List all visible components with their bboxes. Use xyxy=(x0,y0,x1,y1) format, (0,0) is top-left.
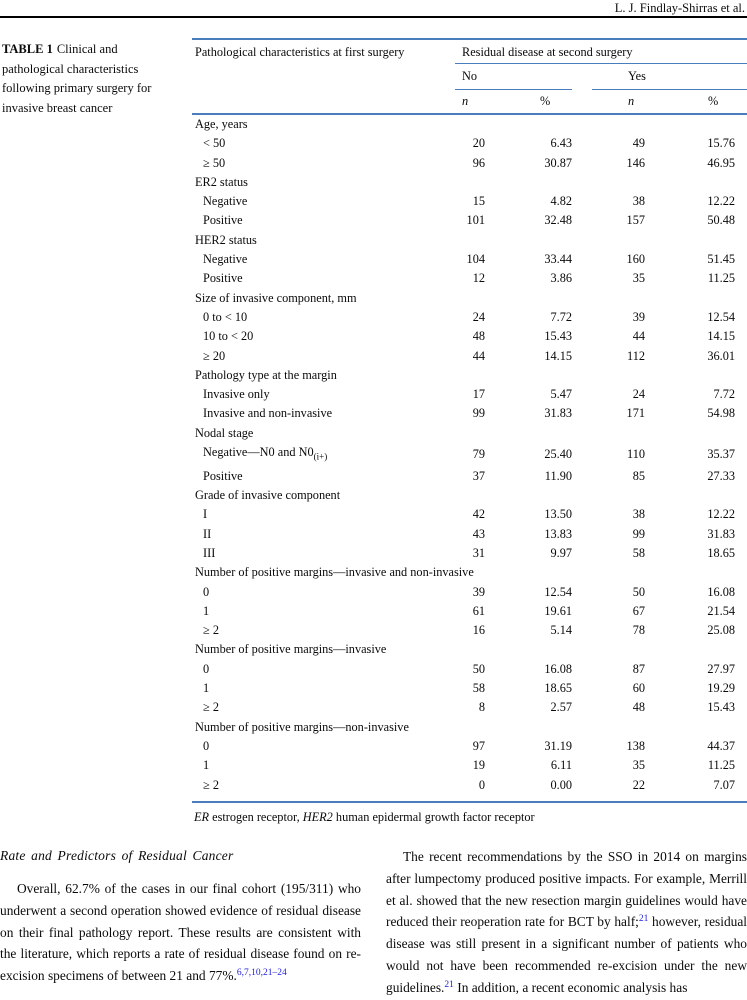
cell-value: 0 xyxy=(478,777,485,792)
table-1 xyxy=(192,38,747,825)
cell-value: 8 xyxy=(478,700,485,715)
column-spacer xyxy=(572,404,592,423)
column-spacer xyxy=(572,583,592,602)
row-label: Invasive only xyxy=(203,387,270,402)
column-spacer xyxy=(572,467,592,486)
row-label: Pathology type at the margin xyxy=(195,367,337,382)
cell-value: 19 xyxy=(472,758,485,773)
table-category-row xyxy=(192,231,747,250)
table-category-row xyxy=(192,563,747,582)
cell-value: 39 xyxy=(472,584,485,599)
cell-value: 27.33 xyxy=(707,468,736,483)
cell-value: 18.65 xyxy=(707,545,736,560)
column-spacer xyxy=(572,660,592,679)
cell-value: 60 xyxy=(632,681,645,696)
cell-value: 160 xyxy=(626,252,645,267)
row-label-subscript: (i+) xyxy=(313,451,328,462)
column-spacer xyxy=(572,776,592,795)
cell-value: 20 xyxy=(472,136,485,151)
table-data-row xyxy=(192,698,747,717)
cell-value: 35 xyxy=(632,271,645,286)
column-spacer xyxy=(572,154,592,173)
cell-value: 157 xyxy=(626,213,645,228)
cell-value: 19.61 xyxy=(544,603,572,618)
row-label: Positive xyxy=(203,468,243,483)
row-label: ≥ 50 xyxy=(203,155,226,170)
cell-value: 97 xyxy=(472,738,485,753)
table-data-row xyxy=(192,308,747,327)
citation-link[interactable]: 6,7,10,21–24 xyxy=(236,968,287,979)
cell-value: 101 xyxy=(466,213,485,228)
table-data-row xyxy=(192,621,747,640)
column-spacer xyxy=(572,308,592,327)
row-label: Positive xyxy=(203,213,243,228)
column-spacer xyxy=(572,756,592,775)
cell-value: 3.86 xyxy=(550,271,572,286)
cell-value: 16 xyxy=(472,623,485,638)
table-category-row xyxy=(192,173,747,192)
cell-value: 44 xyxy=(632,329,645,344)
cell-value: 30.87 xyxy=(544,155,572,170)
text-run: The recent recommendations by the SSO in 2014 on margins after lumpectomy produced positive impacts. For example, Merrill et al. showed that the new resection margin guidelines would have reduced their reoperation rate for BCT by half; xyxy=(386,849,747,930)
row-label: Size of invasive component, mm xyxy=(195,290,357,305)
table-data-row xyxy=(192,327,747,346)
row-label: < 50 xyxy=(203,136,226,151)
cell-value: 12.22 xyxy=(707,507,736,522)
cell-value: 50.48 xyxy=(707,213,736,228)
cell-value: 5.47 xyxy=(550,387,572,402)
column-spacer xyxy=(572,544,592,563)
table-caption-label: TABLE 1 xyxy=(2,42,53,56)
cell-value: 44 xyxy=(472,348,485,363)
row-label: 0 xyxy=(203,584,210,599)
cell-value: 15.43 xyxy=(544,329,572,344)
column-spacer xyxy=(572,347,592,366)
row-label: ≥ 2 xyxy=(203,623,219,638)
table-caption-text: Clinical and pathological characteristics following primary surgery for invasive breast cancer xyxy=(2,42,152,115)
table-data-row xyxy=(192,404,747,423)
cell-value: 17 xyxy=(472,387,485,402)
cell-value: 31.83 xyxy=(707,526,736,541)
cell-value: 110 xyxy=(627,447,645,462)
cell-value: 171 xyxy=(626,406,645,421)
cell-value: 104 xyxy=(466,252,485,267)
column-spacer xyxy=(572,505,592,524)
cell-value: 38 xyxy=(632,507,645,522)
cell-value: 12.54 xyxy=(544,584,572,599)
column-header-characteristics: Pathological characteristics at first surgery xyxy=(192,39,455,114)
row-label: Negative xyxy=(203,252,248,267)
table-data-row xyxy=(192,544,747,563)
column-group-header-residual-disease: Residual disease at second surgery xyxy=(455,39,747,63)
table-data-row xyxy=(192,525,747,544)
text-run: Overall, 62.7% of the cases in our final cohort (195/311) who underwent a second operation showed evidence of residual disease on their final pathology report. These results are consistent with the literature, which reports a rate of residual disease found on re-excision specimens of between 21 and 77%. xyxy=(0,881,361,984)
text-column-left xyxy=(0,846,361,987)
row-label: Positive xyxy=(203,271,243,286)
cell-value: 12.54 xyxy=(707,309,736,324)
cell-value: 15 xyxy=(472,194,485,209)
cell-value: 11.25 xyxy=(707,758,736,773)
cell-value: 14.15 xyxy=(707,329,736,344)
cell-value: 22 xyxy=(632,777,645,792)
text-run: estrogen receptor, xyxy=(209,809,303,824)
cell-value: 58 xyxy=(472,681,485,696)
row-label: Invasive and non-invasive xyxy=(203,406,333,421)
cell-value: 43 xyxy=(472,526,485,541)
row-label: 0 xyxy=(203,661,210,676)
column-spacer xyxy=(572,269,592,288)
row-label: Number of positive margins—non-invasive xyxy=(195,719,409,734)
row-label: 1 xyxy=(203,758,210,773)
cell-value: 27.97 xyxy=(707,661,736,676)
row-label: III xyxy=(203,545,216,560)
table-header-row-1 xyxy=(192,39,747,63)
column-spacer xyxy=(572,327,592,346)
row-label: 0 to < 10 xyxy=(203,309,248,324)
cell-value: 12 xyxy=(472,271,485,286)
cell-value: 7.07 xyxy=(713,777,736,792)
table-category-row xyxy=(192,114,747,134)
text-run: ER xyxy=(194,809,210,824)
cell-value: 9.97 xyxy=(550,545,572,560)
table-caption xyxy=(2,40,180,118)
table-data-row xyxy=(192,660,747,679)
cell-value: 16.08 xyxy=(544,661,572,676)
table-data-row xyxy=(192,467,747,486)
subgroup-header-yes: Yes xyxy=(592,63,747,89)
cell-value: 15.43 xyxy=(707,700,736,715)
column-spacer xyxy=(572,250,592,269)
text-run: human epidermal growth factor receptor xyxy=(332,809,535,824)
cell-value: 13.50 xyxy=(544,507,572,522)
cell-value: 31.19 xyxy=(544,738,572,753)
cell-value: 58 xyxy=(632,545,645,560)
cell-value: 25.08 xyxy=(707,623,736,638)
header-rule xyxy=(0,16,747,18)
cell-value: 85 xyxy=(632,468,645,483)
row-label: Number of positive margins—invasive xyxy=(195,642,387,657)
cell-value: 16.08 xyxy=(707,584,736,599)
table-body xyxy=(192,114,747,802)
row-label: Negative xyxy=(203,194,248,209)
row-label: ≥ 2 xyxy=(203,777,219,792)
table-data-row xyxy=(192,385,747,404)
cell-value: 4.82 xyxy=(550,194,572,209)
citation-link[interactable]: 21 xyxy=(638,914,649,925)
cell-value: 37 xyxy=(472,468,485,483)
column-spacer xyxy=(572,679,592,698)
table-bottom-spacer-cell xyxy=(192,795,747,802)
text-run: HER2 xyxy=(302,809,333,824)
cell-value: 7.72 xyxy=(713,387,736,402)
cell-value: 31.83 xyxy=(544,406,572,421)
cell-value: 25.40 xyxy=(544,447,572,462)
cell-value: 51.45 xyxy=(707,252,736,267)
citation-link[interactable]: 21 xyxy=(444,979,454,990)
cell-value: 6.11 xyxy=(550,758,572,773)
column-header-pct-no: % xyxy=(487,89,572,114)
column-header-n-no: n xyxy=(455,89,487,114)
cell-value: 38 xyxy=(632,194,645,209)
row-label: ≥ 2 xyxy=(203,700,219,715)
row-label: 10 to < 20 xyxy=(203,329,254,344)
table-bottom-spacer xyxy=(192,795,747,802)
cell-value: 48 xyxy=(632,700,645,715)
cell-value: 33.44 xyxy=(544,252,572,267)
table-data-row xyxy=(192,583,747,602)
row-label: I xyxy=(203,507,208,522)
cell-value: 0.00 xyxy=(550,777,572,792)
cell-value: 36.01 xyxy=(707,348,736,363)
cell-value: 15.76 xyxy=(707,136,736,151)
cell-value: 44.37 xyxy=(707,738,736,753)
cell-value: 35 xyxy=(632,758,645,773)
table-data-row xyxy=(192,192,747,211)
column-spacer xyxy=(572,602,592,621)
column-spacer xyxy=(572,192,592,211)
cell-value: 146 xyxy=(626,155,645,170)
table-data-row xyxy=(192,269,747,288)
cell-value: 32.48 xyxy=(544,213,572,228)
row-label: HER2 status xyxy=(195,232,257,247)
column-spacer xyxy=(572,621,592,640)
cell-value: 112 xyxy=(627,348,645,363)
running-head: L. J. Findlay-Shirras et al. xyxy=(614,1,745,15)
table-data-row xyxy=(192,776,747,795)
row-label: II xyxy=(203,526,212,541)
cell-value: 138 xyxy=(626,738,645,753)
table-data-row xyxy=(192,602,747,621)
table-data-row xyxy=(192,505,747,524)
cell-value: 19.29 xyxy=(707,681,736,696)
paragraph-left xyxy=(0,878,361,987)
text-run: however, residual disease was still present in a significant number of patients who would not have been recommended re-excision under the new guidelines. xyxy=(386,914,747,995)
row-label: Negative—N0 and $N0_{(i+)}$ xyxy=(203,445,328,462)
row-label: 0 xyxy=(203,738,210,753)
table-data-row xyxy=(192,737,747,756)
cell-value: 46.95 xyxy=(707,155,736,170)
text-run: In addition, a recent economic analysis has xyxy=(453,979,688,995)
table-data-row xyxy=(192,250,747,269)
cell-value: 99 xyxy=(632,526,645,541)
column-spacer xyxy=(572,134,592,153)
row-label: ≥ 20 xyxy=(203,348,226,363)
row-label: Number of positive margins—invasive and non-invasive xyxy=(195,565,474,580)
cell-value: 96 xyxy=(472,155,485,170)
table-data-row xyxy=(192,134,747,153)
row-label: ER2 status xyxy=(195,174,248,189)
cell-value: 49 xyxy=(632,136,645,151)
row-label: Nodal stage xyxy=(195,425,254,440)
column-spacer xyxy=(572,385,592,404)
cell-value: 35.37 xyxy=(707,447,736,462)
cell-value: 67 xyxy=(632,603,645,618)
row-label: 1 xyxy=(203,681,210,696)
cell-value: 54.98 xyxy=(707,406,736,421)
paragraph-right xyxy=(386,846,747,999)
cell-value: 79 xyxy=(472,447,485,462)
table-footnote xyxy=(192,810,747,825)
cell-value: 50 xyxy=(632,584,645,599)
table-category-row xyxy=(192,640,747,659)
row-label: 1 xyxy=(203,603,210,618)
cell-value: 61 xyxy=(472,603,485,618)
cell-value: 14.15 xyxy=(544,348,572,363)
cell-value: 24 xyxy=(472,309,485,324)
section-heading: Rate and Predictors of Residual Cancer xyxy=(0,848,234,863)
cell-value: 50 xyxy=(472,661,485,676)
table-category-row xyxy=(192,289,747,308)
column-header-n-yes: n xyxy=(592,89,647,114)
cell-value: 24 xyxy=(632,387,645,402)
subgroup-spacer xyxy=(572,63,592,89)
column-spacer xyxy=(572,525,592,544)
cell-value: 11.90 xyxy=(544,468,572,483)
row-label: Age, years xyxy=(195,117,248,131)
cell-value: 12.22 xyxy=(707,194,736,209)
table-category-row xyxy=(192,366,747,385)
cell-value: 2.57 xyxy=(550,700,572,715)
table-data-row xyxy=(192,211,747,230)
cell-value: 13.83 xyxy=(544,526,572,541)
table-data-row xyxy=(192,679,747,698)
table-data-row xyxy=(192,154,747,173)
table-data-row xyxy=(192,443,747,467)
cell-value: 11.25 xyxy=(707,271,736,286)
cell-value: 99 xyxy=(472,406,485,421)
table-category-row xyxy=(192,424,747,443)
subgroup-header-no: No xyxy=(455,63,572,89)
table-data-row xyxy=(192,347,747,366)
subgroup-spacer xyxy=(572,89,592,114)
cell-value: 21.54 xyxy=(707,603,736,618)
cell-value: 42 xyxy=(472,507,485,522)
column-spacer xyxy=(572,737,592,756)
cell-value: 39 xyxy=(632,309,645,324)
cell-value: 7.72 xyxy=(550,309,572,324)
column-spacer xyxy=(572,443,592,467)
cell-value: 78 xyxy=(632,623,645,638)
column-spacer xyxy=(572,211,592,230)
table-category-row xyxy=(192,486,747,505)
table-data-row xyxy=(192,756,747,775)
cell-value: 5.14 xyxy=(550,623,572,638)
cell-value: 31 xyxy=(472,545,485,560)
column-spacer xyxy=(572,698,592,717)
row-label: Grade of invasive component xyxy=(195,488,341,503)
table-category-row xyxy=(192,718,747,737)
cell-value: 48 xyxy=(472,329,485,344)
column-header-pct-yes: % xyxy=(647,89,747,114)
text-column-right xyxy=(386,846,747,999)
cell-value: 87 xyxy=(632,661,645,676)
results-table xyxy=(192,38,747,803)
cell-value: 6.43 xyxy=(550,136,572,151)
cell-value: 18.65 xyxy=(544,681,572,696)
